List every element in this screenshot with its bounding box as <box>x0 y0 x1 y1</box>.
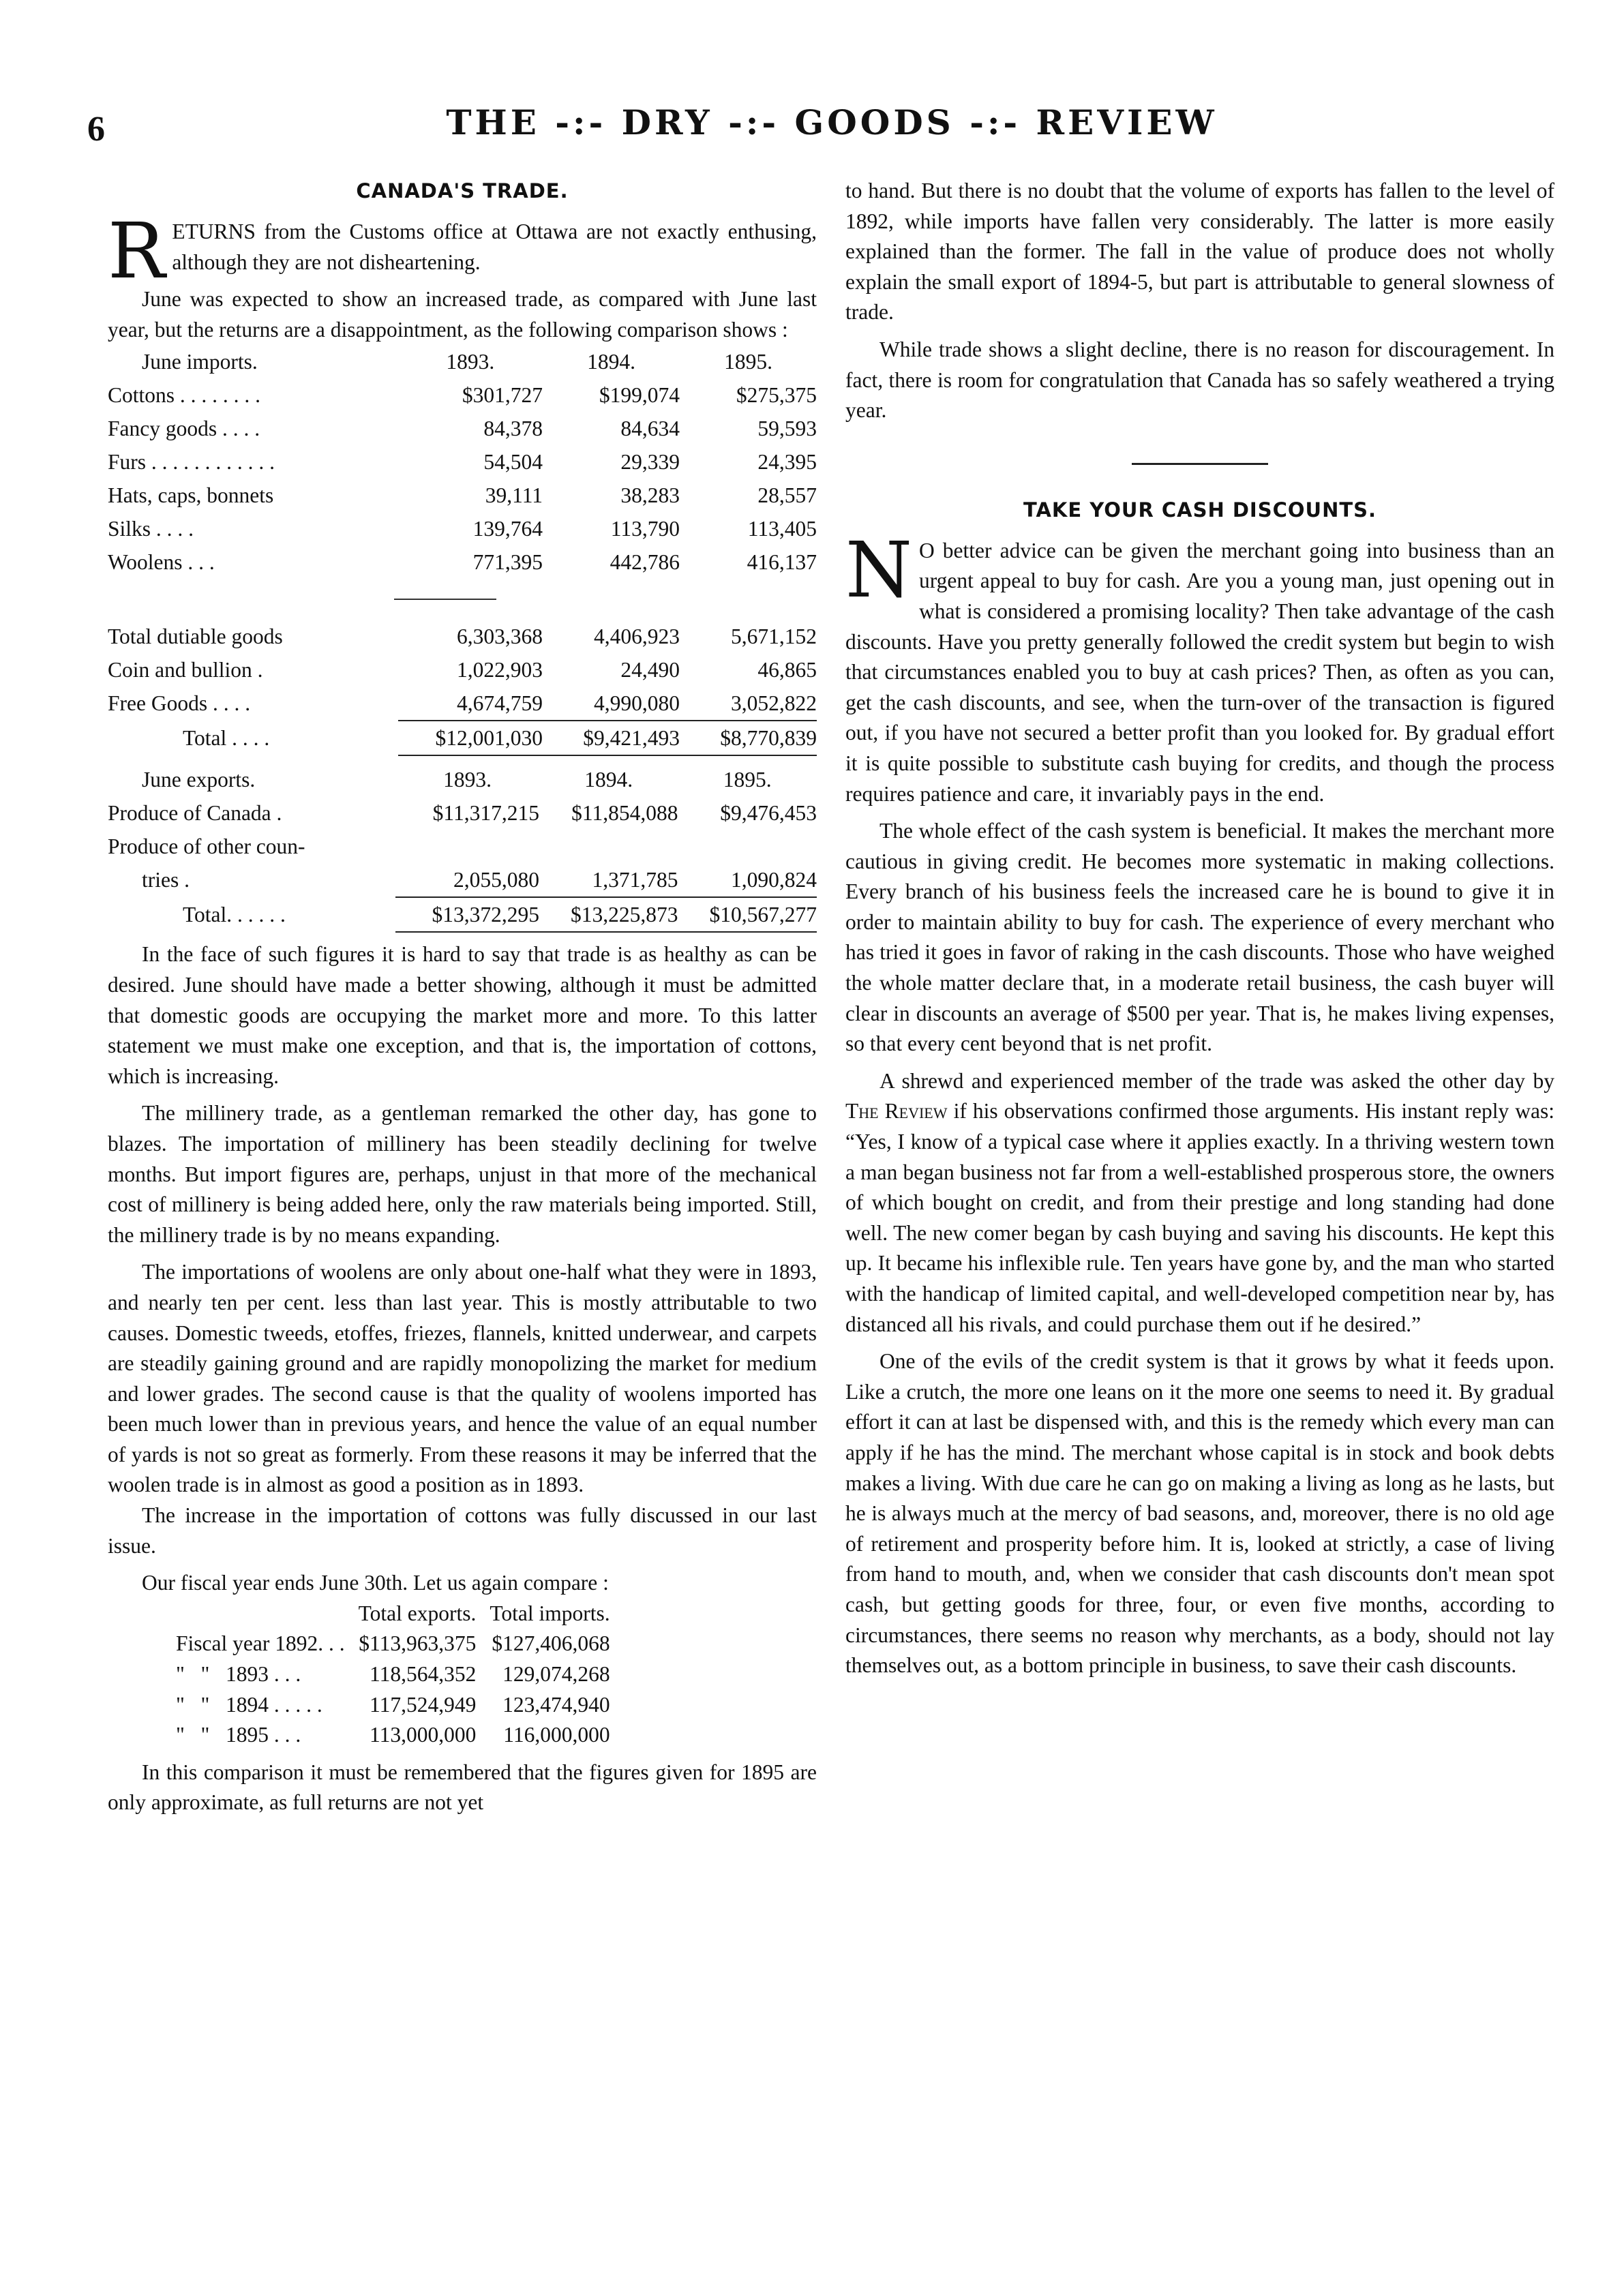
table-row <box>108 545 817 579</box>
table-cell: 4,406,923 <box>594 624 680 648</box>
table-row <box>169 1629 617 1659</box>
table-row <box>108 653 817 687</box>
left-column <box>108 176 817 1818</box>
table-cell: Total imports. <box>490 1601 610 1625</box>
table-cell: 38,283 <box>620 483 680 507</box>
section-divider <box>1132 463 1268 465</box>
paragraph-whole-effect: The whole effect of the cash system is beneficial. It makes the merchant more cautious in giving credit. He becomes more systematic in making collections. Every branch of his business feels the increased care he is bound to give it in order to maintain ability to buy for cash. The experience of every merchant who has tried it goes in favor of raking in the cash discounts. Those who have weighed the whole matter declare that, in a moderate retail business, the cash buyer will clear in discounts an average of $500 per year. That is, he makes living expenses, so that every cent beyond that is net profit. <box>845 819 1554 1056</box>
table-row <box>169 1690 617 1721</box>
table-cell: 28,557 <box>757 483 817 507</box>
table-cell: $12,001,030 <box>398 721 543 755</box>
table-row <box>108 830 817 863</box>
paragraph-text: A shrewd and experienced member of the trade was asked the other day by <box>879 1068 1554 1093</box>
table-row <box>108 796 817 830</box>
table-row <box>108 345 817 378</box>
table-cell: Produce of Canada . <box>108 800 282 825</box>
table-cell: Produce of other coun- <box>108 834 305 858</box>
table-row <box>108 479 817 512</box>
table-cell: 1894. <box>587 349 635 374</box>
table-cell: 24,395 <box>757 449 817 474</box>
table-cell: Woolens . . . <box>108 549 215 574</box>
paragraph-shrewd-member <box>845 1066 1554 1340</box>
paragraph-text: if his observations confirmed those arguments. His instant reply was: “Yes, I know of a typical case where it applies exactly. In a thriving western town a man began business not far from a well-established prosperous store, the owners of which bought on credit, and from their prestige and long standing had done well. The new comer began by cash buying and saving his discounts. He kept this up. It became his inflexible rule. Ten years have gone by, and the man who started with the handicap of limited capital, and well-developed competition near by, has distanced all his rivals, and could purchase them out if he desired.” <box>845 1099 1554 1336</box>
table-row <box>108 763 817 796</box>
table-cell: Total exports. <box>358 1601 477 1625</box>
table-cell: Total . . . . <box>183 725 270 750</box>
table-row <box>169 1720 617 1751</box>
drop-cap: N <box>845 526 912 615</box>
table-cell: 129,074,268 <box>502 1662 610 1687</box>
june-imports-table <box>108 345 817 756</box>
paragraph-comparison: In this comparison it must be remembered that the figures given for 1895 are only approximate, as full returns are not yet <box>108 1760 817 1815</box>
table-row <box>108 687 817 721</box>
table-cell: 6,303,368 <box>457 624 543 648</box>
june-exports-table <box>108 763 817 933</box>
right-column <box>845 176 1554 1681</box>
paragraph-june: June was expected to show an increased trade, as compared with June last year, but the returns are a disappointment, as the following comparison shows : <box>108 287 817 342</box>
table-cell: 84,378 <box>483 416 543 440</box>
table-cell: 123,474,940 <box>502 1692 610 1717</box>
table-cell: $301,727 <box>462 382 543 407</box>
table-cell: 54,504 <box>483 449 543 474</box>
table-cell: $127,406,068 <box>492 1631 610 1656</box>
table-cell: 39,111 <box>485 483 543 507</box>
paragraph-evils-of-credit: One of the evils of the credit system is that it grows by what it feeds upon. Like a crutch, the more one leans on it the more one seems to need it. By gradual effort it can at last be dispensed with, and this is the remedy which every man can apply if he has the mind. The merchant whose capital is in stock and book debts makes a living. With due care he can go on making a living as long as he lasts, but he is always much at the mercy of bad seasons, and, moreover, there is no old age of retirement and prosperity before him. It is, looked at strictly, a case of living from hand to mouth, and, when we consider that cash discounts don't mean spot cash, but getting goods for three, four, or even five months, according to circumstances, there seems no reason why merchants, as a body, should not lay themselves out, as a bottom principle in business, to save their cash discounts. <box>845 1349 1554 1678</box>
table-cell: 29,339 <box>620 449 680 474</box>
table-row-total <box>108 897 817 932</box>
page-number: 6 <box>87 110 105 149</box>
table-row <box>169 1659 617 1690</box>
table-cell: 2,055,080 <box>395 863 539 897</box>
table-row <box>108 512 817 545</box>
paragraph-comparison-continued: to hand. But there is no doubt that the volume of exports has fallen to the level of 1892, while imports have fallen very considerably. The latter is more easily explained than the former. The fall in the value of produce does not wholly explain the small export of 1894-5, but part is attributable to general slowness of trade. <box>845 179 1554 325</box>
table-cell: 113,000,000 <box>370 1723 477 1747</box>
table-cell: $11,317,215 <box>432 800 539 825</box>
paragraph-while-trade: While trade shows a slight decline, there is no reason for discouragement. In fact, there is room for congratulation that Canada has so safely weathered a trying year. <box>845 337 1554 423</box>
table-cell: 771,395 <box>472 549 543 574</box>
drop-cap: R <box>108 207 166 296</box>
table-cell: 1893. <box>446 349 495 374</box>
table-row <box>108 378 817 412</box>
fiscal-year-table <box>169 1599 617 1751</box>
table-cell: 4,990,080 <box>543 687 680 721</box>
table-cell: Coin and bullion . <box>108 657 263 682</box>
table-cell: " " 1894 . . . . . <box>176 1692 322 1717</box>
table-cell: June exports. <box>142 767 256 791</box>
table-cell: $8,770,839 <box>680 721 817 755</box>
table-cell: 1895. <box>723 767 772 791</box>
table-cell: Silks . . . . <box>108 516 194 541</box>
table-cell: $9,476,453 <box>720 800 817 825</box>
paragraph-woolens: The importations of woolens are only about one-half what they were in 1893, and nearly ten per cent. less than last year. This is mostly attributable to two causes. Domestic tweeds, etoffes, friezes, flannels, knitted underwear, and carpets are steadily gaining ground and are rapidly monopolizing the market for medium and lower grades. The second cause is that the quality of woolens imported has been much lower than in previous years, and hence the value of an equal number of yards is not so great as formerly. From these reasons it may be inferred that the woolen trade is in almost as good a position as in 1893. <box>108 1260 817 1497</box>
table-cell: 113,405 <box>747 516 817 541</box>
table-cell: 3,052,822 <box>680 687 817 721</box>
table-cell: $113,963,375 <box>359 1631 477 1656</box>
divider <box>394 599 496 600</box>
table-cell: 442,786 <box>610 549 680 574</box>
table-cell: $275,375 <box>736 382 817 407</box>
table-row-total <box>108 721 817 755</box>
publication-name: The Review <box>845 1099 948 1124</box>
table-cell: Cottons . . . . . . . . <box>108 382 261 407</box>
running-head: THE -:- DRY -:- GOODS -:- REVIEW <box>446 102 1218 142</box>
table-cell: 84,634 <box>620 416 680 440</box>
intro-text: ETURNS from the Customs office at Ottawa are not exactly enthusing, although they are not disheartening. <box>172 220 817 274</box>
table-row <box>169 1599 617 1629</box>
table-cell: 118,564,352 <box>370 1662 477 1687</box>
table-row <box>108 412 817 445</box>
table-cell: Total. . . . . . <box>183 902 286 926</box>
table-cell: $9,421,493 <box>543 721 680 755</box>
table-cell: 116,000,000 <box>503 1723 610 1747</box>
table-cell: 117,524,949 <box>370 1692 477 1717</box>
table-cell: 1894. <box>584 767 633 791</box>
table-cell: $11,854,088 <box>571 800 678 825</box>
section-title-canadas-trade: CANADA'S TRADE. <box>356 179 569 202</box>
table-cell <box>169 1599 352 1629</box>
table-cell: 1893. <box>443 767 492 791</box>
table-cell: tries . <box>142 868 190 892</box>
paragraph-fiscal: Our fiscal year ends June 30th. Let us again compare : <box>142 1571 609 1595</box>
table-cell: Total dutiable goods <box>108 624 283 648</box>
table-cell: 113,790 <box>610 516 680 541</box>
section-title-cash-discounts: TAKE YOUR CASH DISCOUNTS. <box>1023 498 1377 522</box>
table-cell: 59,593 <box>757 416 817 440</box>
table-cell: 1,022,903 <box>457 657 543 682</box>
table-row <box>108 445 817 479</box>
table-cell: 46,865 <box>757 657 817 682</box>
table-cell: $199,074 <box>599 382 680 407</box>
table-cell: 1895. <box>724 349 772 374</box>
table-cell: $13,372,295 <box>395 897 539 932</box>
paragraph-face-of-figures: In the face of such figures it is hard to say that trade is as healthy as can be desired. June should have made a better showing, although it must be admitted that domestic goods are occupying the market more and more. To this latter statement we must make one exception, and that is, the importation of cottons, which is increasing. <box>108 942 817 1088</box>
table-cell: 1,371,785 <box>539 863 678 897</box>
table-cell: Fancy goods . . . . <box>108 416 260 440</box>
table-cell: Free Goods . . . . <box>108 691 251 716</box>
table-cell: " " 1893 . . . <box>176 1662 301 1687</box>
table-row <box>108 863 817 897</box>
table-separator <box>108 579 817 620</box>
table-cell: June imports. <box>142 349 258 374</box>
table-cell: $10,567,277 <box>678 897 817 932</box>
table-cell: 416,137 <box>747 549 817 574</box>
table-cell: 24,490 <box>620 657 680 682</box>
table-row <box>108 620 817 653</box>
intro-paragraph <box>108 207 817 296</box>
table-cell: 4,674,759 <box>398 687 543 721</box>
table-cell: Fiscal year 1892. . . <box>176 1631 345 1656</box>
table-cell: 139,764 <box>472 516 543 541</box>
table-cell: 1,090,824 <box>678 863 817 897</box>
table-cell: Hats, caps, bonnets <box>108 483 274 507</box>
table-cell: 5,671,152 <box>731 624 817 648</box>
table-cell: " " 1895 . . . <box>176 1723 301 1747</box>
intro-text: O better advice can be given the merchant going into business than an urgent appeal to buy for cash. Are you a young man, just opening out in what is considered a promising locality? Then take advantage of the cash discounts. Have you pretty generally followed the credit system but begin to wish that circumstances enabled you to buy at cash prices? Then, as often as you can, get the cash discounts, and see, when the turn-over of the transaction is figured out, if you have not secured a better profit than you looked for. By gradual effort it is quite possible to substitute cash buying for credits, and though the process requires patience and care, it invariably pays in the end. <box>845 538 1554 806</box>
paragraph-cottons: The increase in the importation of cottons was fully discussed in our last issue. <box>108 1503 817 1558</box>
table-cell: Furs . . . . . . . . . . . . <box>108 449 275 474</box>
table-cell: $13,225,873 <box>539 897 678 932</box>
paragraph-millinery: The millinery trade, as a gentleman remarked the other day, has gone to blazes. The importation of millinery has been steadily declining for twelve months. But import figures are, perhaps, unjust in that more of the mechanical cost of millinery is being added here, only the raw materials being imported. Still, the millinery trade is by no means expanding. <box>108 1101 817 1247</box>
intro-paragraph-cash <box>845 526 1554 809</box>
